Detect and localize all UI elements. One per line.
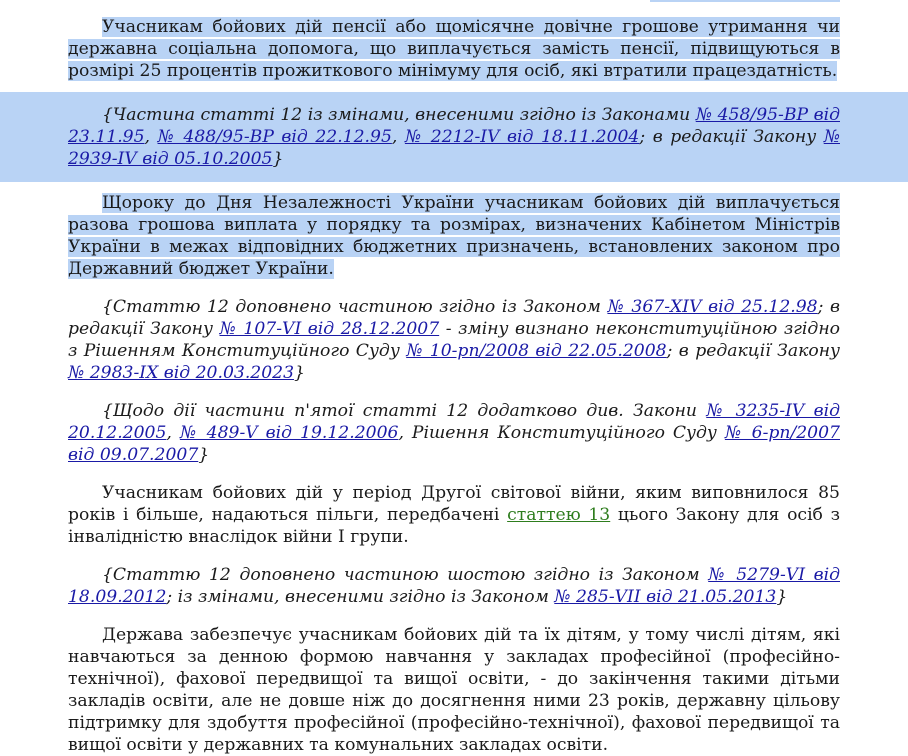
amendment-note-article: {Статтю 12 доповнено частиною згідно із Законом № 367-XIV від 25.12.98; в редакції Закону № 107-VI від 28.12.2007 - зміну визнано неконституційною згідно з Рішенням Конституційного Суду № 10-рп/2008 від 22.05.2008; в редакції Закону № 2983-IX від 20.03.2023}	[68, 297, 840, 383]
selection-highlight	[650, 0, 840, 2]
law-link[interactable]: № 367-XIV від 25.12.98	[607, 297, 818, 317]
law-link[interactable]: № 3235-IV від 20.12.2005	[68, 401, 840, 443]
court-decision-link[interactable]: № 6-рп/2007 від 09.07.2007	[68, 423, 840, 465]
law-link[interactable]: № 2939-IV від 05.10.2005	[68, 127, 840, 169]
previous-line-fragment	[68, 0, 840, 2]
law-link[interactable]: № 107-VI від 28.12.2007	[219, 319, 440, 339]
law-link[interactable]: № 2212-IV від 18.11.2004	[404, 127, 640, 147]
law-link[interactable]: № 489-V від 19.12.2006	[179, 423, 399, 443]
paragraph-education-support: Держава забезпечує учасникам бойових дій та їх дітям, у тому числі дітям, які навчаються за денною формою навчання у закладах професійної (професійно-технічної), фахової передвищої та вищої освіти, - до закінчення такими дітьми закладів освіти, але не довше ніж до досягнення ними 23 років, державну цільову підтримку для здобуття професійної (професійно-технічної), фахової передвищої та вищої освіти у державних та комунальних закладах освіти.	[68, 625, 840, 755]
selected-note-band	[0, 92, 908, 182]
law-link[interactable]: № 2983-IX від 20.03.2023	[68, 363, 295, 383]
law-link[interactable]: № 488/95-ВР від 22.12.95	[157, 127, 392, 147]
paragraph-ww2-combatants: Учасникам бойових дій у період Другої світової війни, яким виповнилося 85 років і більше, надаються пільги, передбачені статтею 13 цього Закону для осіб з інвалідністю внаслідок війни I групи.	[68, 483, 840, 547]
court-decision-link[interactable]: № 10-рп/2008 від 22.05.2008	[406, 341, 667, 361]
paragraph-independence-day-payment	[68, 192, 840, 280]
selected-text: Учасникам бойових дій пенсії або щомісячне довічне грошове утримання чи державна соціальна допомога, що виплачується замість пенсії, підвищуються в розмірі 25 процентів прожиткового мінімуму для осіб, які втратили працездатність.	[68, 17, 840, 81]
selected-text: Щороку до Дня Незалежності України учасникам бойових дій виплачується разова грошова виплата у порядку та розмірах, визначених Кабінетом Міністрів України в межах відповідних бюджетних призначень, встановлених законом про Державний бюджет України.	[68, 193, 840, 279]
law-link[interactable]: № 285-VII від 21.05.2013	[554, 587, 777, 607]
amendment-note-part-six: {Статтю 12 доповнено частиною шостою згідно із Законом № 5279-VI від 18.09.2012; із змінами, внесеними згідно із Законом № 285-VII від 21.05.2013}	[68, 565, 840, 607]
law-link[interactable]: № 458/95-ВР від 23.11.95	[68, 105, 840, 147]
paragraph-combatant-pensions	[68, 16, 840, 82]
amendment-note-part-five: {Щодо дії частини п'ятої статті 12 додатково див. Закони № 3235-IV від 20.12.2005, № 489-V від 19.12.2006, Рішення Конституційного Суду № 6-рп/2007 від 09.07.2007}	[68, 401, 840, 465]
law-link[interactable]: № 5279-VI від 18.09.2012	[68, 565, 840, 607]
article-13-link[interactable]: статтею 13	[507, 505, 611, 525]
amendment-note-part: {Частина статті 12 із змінами, внесеними згідно із Законами № 458/95-ВР від 23.11.95, № 488/95-ВР від 22.12.95, № 2212-IV від 18.11.2004; в редакції Закону № 2939-IV від 05.10.2005}	[68, 105, 840, 169]
